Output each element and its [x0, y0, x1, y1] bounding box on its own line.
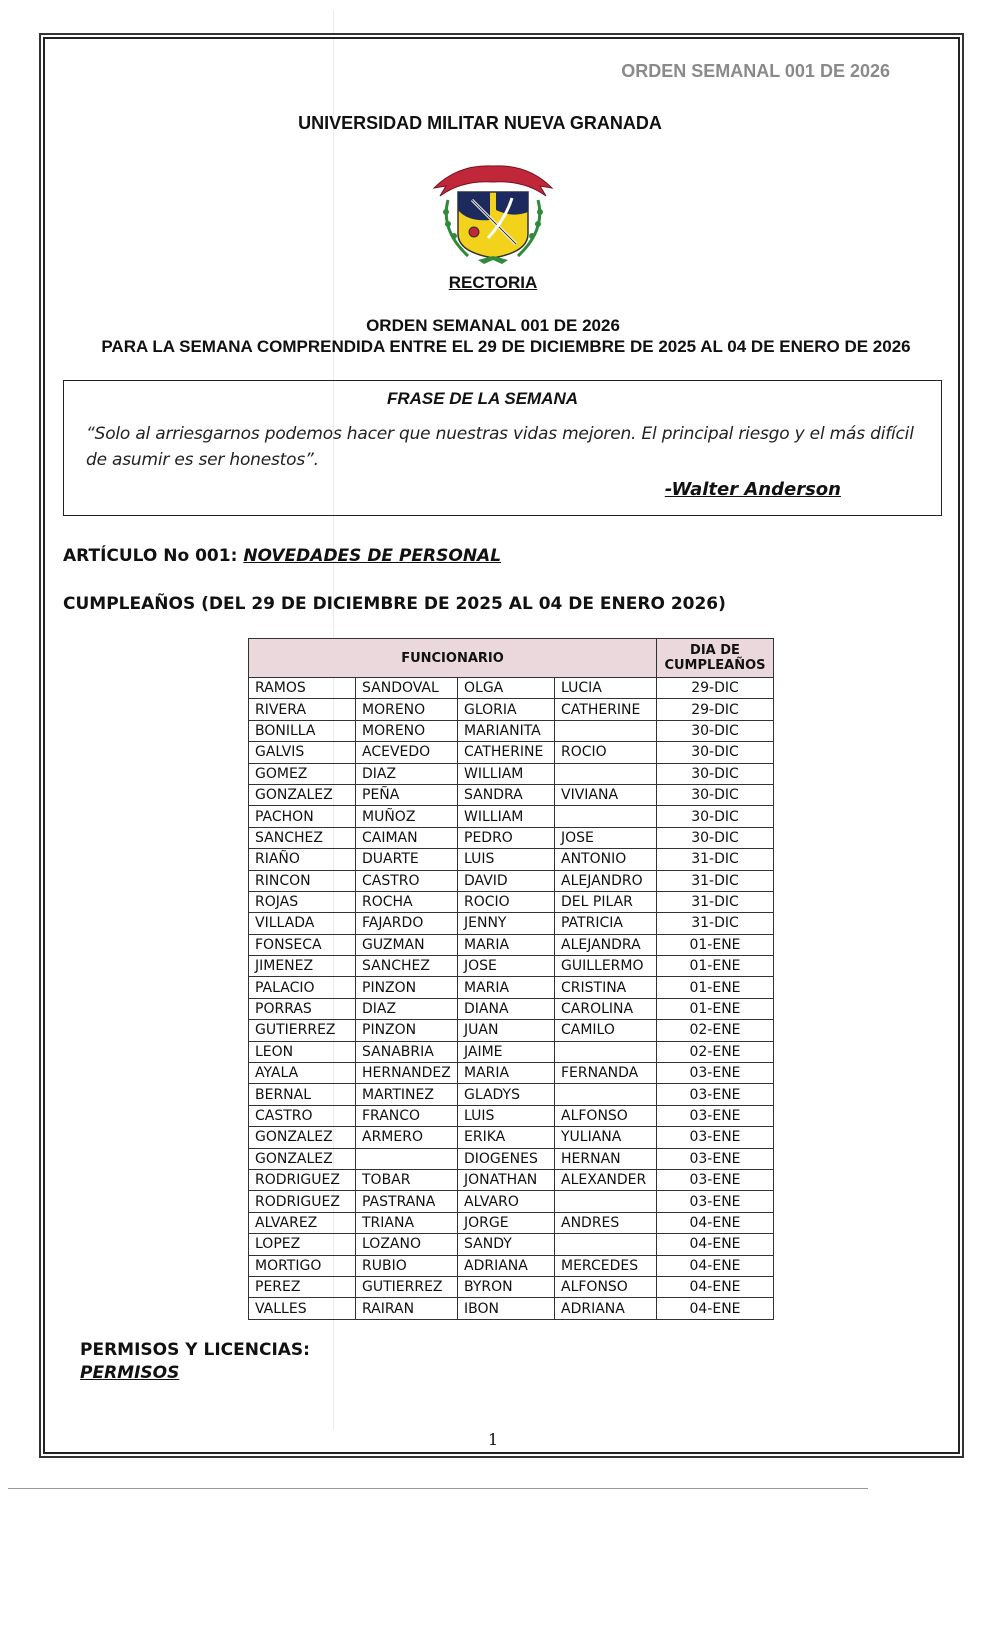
university-name: UNIVERSIDAD MILITAR NUEVA GRANADA [298, 113, 662, 133]
table-row [249, 1105, 774, 1126]
middle-name-cell [555, 806, 657, 827]
table-row [249, 1084, 774, 1105]
birthday-date-cell: 01-ENE [657, 956, 774, 977]
table-row [249, 977, 774, 998]
surname-1-cell: GALVIS [249, 742, 356, 763]
surname-2-cell: FRANCO [356, 1105, 458, 1126]
table-row [249, 678, 774, 699]
surname-2-cell: PEÑA [356, 784, 458, 805]
middle-name-cell: ANTONIO [555, 849, 657, 870]
birthday-date-cell: 03-ENE [657, 1169, 774, 1190]
article-heading [63, 546, 501, 566]
surname-1-cell: SANCHEZ [249, 827, 356, 848]
middle-name-cell: ADRIANA [555, 1298, 657, 1319]
surname-1-cell: ROJAS [249, 891, 356, 912]
surname-1-cell: AYALA [249, 1063, 356, 1084]
surname-1-cell: GUTIERREZ [249, 1020, 356, 1041]
surname-1-cell: VALLES [249, 1298, 356, 1319]
birthday-date-cell: 01-ENE [657, 934, 774, 955]
surname-2-cell: PINZON [356, 1020, 458, 1041]
middle-name-cell: LUCIA [555, 678, 657, 699]
table-row [249, 763, 774, 784]
table-row [249, 1020, 774, 1041]
middle-name-cell: CRISTINA [555, 977, 657, 998]
first-name-cell: LUIS [458, 849, 555, 870]
middle-name-cell: ALEJANDRO [555, 870, 657, 891]
surname-1-cell: RIVERA [249, 699, 356, 720]
middle-name-cell: CAROLINA [555, 998, 657, 1019]
birthday-date-cell: 04-ENE [657, 1212, 774, 1233]
birthday-date-cell: 30-DIC [657, 763, 774, 784]
table-row [249, 1212, 774, 1233]
first-name-cell: BYRON [458, 1276, 555, 1297]
quote-box [63, 380, 942, 516]
surname-1-cell: RAMOS [249, 678, 356, 699]
table-row [249, 1255, 774, 1276]
first-name-cell: OLGA [458, 678, 555, 699]
surname-1-cell: GONZALEZ [249, 784, 356, 805]
middle-name-cell [555, 1191, 657, 1212]
surname-2-cell: TRIANA [356, 1212, 458, 1233]
middle-name-cell: ROCIO [555, 742, 657, 763]
surname-2-cell: FAJARDO [356, 913, 458, 934]
table-row [249, 1148, 774, 1169]
birthdays-heading: CUMPLEAÑOS (DEL 29 DE DICIEMBRE DE 2025 AL 04 DE ENERO 2026) [63, 594, 726, 614]
first-name-cell: GLADYS [458, 1084, 555, 1105]
surname-2-cell: DUARTE [356, 849, 458, 870]
surname-2-cell: ACEVEDO [356, 742, 458, 763]
table-row [249, 1276, 774, 1297]
surname-1-cell: PACHON [249, 806, 356, 827]
first-name-cell: JENNY [458, 913, 555, 934]
table-row [249, 1041, 774, 1062]
document-title: ORDEN SEMANAL 001 DE 2026 [366, 316, 620, 335]
office-name: RECTORIA [448, 273, 538, 292]
surname-2-cell: MORENO [356, 720, 458, 741]
bottom-divider [8, 1488, 868, 1489]
birthday-date-cell: 03-ENE [657, 1127, 774, 1148]
surname-1-cell: LOPEZ [249, 1234, 356, 1255]
article-label: ARTÍCULO No 001: [63, 546, 238, 566]
surname-1-cell: BERNAL [249, 1084, 356, 1105]
surname-2-cell: GUTIERREZ [356, 1276, 458, 1297]
birthday-date-cell: 03-ENE [657, 1191, 774, 1212]
birthday-date-cell: 04-ENE [657, 1276, 774, 1297]
middle-name-cell [555, 1084, 657, 1105]
middle-name-cell: GUILLERMO [555, 956, 657, 977]
surname-2-cell: ROCHA [356, 891, 458, 912]
table-row [249, 742, 774, 763]
column-header-birthday-line2: CUMPLEAÑOS [664, 658, 766, 673]
document-period: PARA LA SEMANA COMPRENDIDA ENTRE EL 29 DE DICIEMBRE DE 2025 AL 04 DE ENERO DE 2026 [101, 337, 911, 356]
first-name-cell: GLORIA [458, 699, 555, 720]
surname-1-cell: GONZALEZ [249, 1127, 356, 1148]
first-name-cell: WILLIAM [458, 763, 555, 784]
surname-1-cell: CASTRO [249, 1105, 356, 1126]
surname-2-cell: TOBAR [356, 1169, 458, 1190]
surname-1-cell: FONSECA [249, 934, 356, 955]
birthday-date-cell: 29-DIC [657, 699, 774, 720]
table-row [249, 998, 774, 1019]
birthday-date-cell: 31-DIC [657, 913, 774, 934]
middle-name-cell: ALFONSO [555, 1276, 657, 1297]
surname-2-cell: RUBIO [356, 1255, 458, 1276]
table-row [249, 934, 774, 955]
birthday-date-cell: 30-DIC [657, 742, 774, 763]
middle-name-cell: ALFONSO [555, 1105, 657, 1126]
surname-2-cell: ARMERO [356, 1127, 458, 1148]
permisos-subtitle: PERMISOS [80, 1363, 180, 1383]
surname-1-cell: RIAÑO [249, 849, 356, 870]
permisos-title: PERMISOS Y LICENCIAS: [80, 1340, 310, 1360]
table-row [249, 720, 774, 741]
surname-2-cell: DIAZ [356, 998, 458, 1019]
birthday-date-cell: 04-ENE [657, 1255, 774, 1276]
middle-name-cell: JOSE [555, 827, 657, 848]
table-row [249, 699, 774, 720]
birthday-date-cell: 30-DIC [657, 784, 774, 805]
table-row [249, 1234, 774, 1255]
middle-name-cell: ALEXANDER [555, 1169, 657, 1190]
birthday-date-cell: 03-ENE [657, 1148, 774, 1169]
first-name-cell: SANDY [458, 1234, 555, 1255]
surname-1-cell: RODRIGUEZ [249, 1191, 356, 1212]
surname-1-cell: GONZALEZ [249, 1148, 356, 1169]
first-name-cell: JORGE [458, 1212, 555, 1233]
surname-2-cell: PINZON [356, 977, 458, 998]
first-name-cell: JOSE [458, 956, 555, 977]
middle-name-cell: YULIANA [555, 1127, 657, 1148]
middle-name-cell: DEL PILAR [555, 891, 657, 912]
middle-name-cell: ALEJANDRA [555, 934, 657, 955]
surname-1-cell: JIMENEZ [249, 956, 356, 977]
surname-2-cell: SANCHEZ [356, 956, 458, 977]
middle-name-cell: FERNANDA [555, 1063, 657, 1084]
surname-2-cell: MUÑOZ [356, 806, 458, 827]
surname-2-cell: LOZANO [356, 1234, 458, 1255]
middle-name-cell: CATHERINE [555, 699, 657, 720]
table-row [249, 913, 774, 934]
quote-heading: FRASE DE LA SEMANA [386, 389, 579, 408]
table-row [249, 849, 774, 870]
first-name-cell: SANDRA [458, 784, 555, 805]
table-row [249, 1127, 774, 1148]
surname-1-cell: PALACIO [249, 977, 356, 998]
column-header-official: FUNCIONARIO [249, 639, 657, 678]
middle-name-cell [555, 1234, 657, 1255]
table-row [249, 1063, 774, 1084]
first-name-cell: MARIA [458, 1063, 555, 1084]
surname-1-cell: MORTIGO [249, 1255, 356, 1276]
table-row [249, 1169, 774, 1190]
first-name-cell: JAIME [458, 1041, 555, 1062]
middle-name-cell: ANDRES [555, 1212, 657, 1233]
first-name-cell: PEDRO [458, 827, 555, 848]
birthday-date-cell: 03-ENE [657, 1084, 774, 1105]
first-name-cell: CATHERINE [458, 742, 555, 763]
birthday-date-cell: 04-ENE [657, 1234, 774, 1255]
surname-1-cell: RINCON [249, 870, 356, 891]
table-row [249, 1298, 774, 1319]
first-name-cell: ERIKA [458, 1127, 555, 1148]
surname-1-cell: ALVAREZ [249, 1212, 356, 1233]
birthdays-table [248, 638, 774, 1320]
surname-2-cell [356, 1148, 458, 1169]
order-code: ORDEN SEMANAL 001 DE 2026 [621, 61, 890, 81]
middle-name-cell [555, 1041, 657, 1062]
middle-name-cell [555, 720, 657, 741]
birthday-date-cell: 30-DIC [657, 806, 774, 827]
surname-2-cell: CAIMAN [356, 827, 458, 848]
first-name-cell: DIANA [458, 998, 555, 1019]
birthday-date-cell: 01-ENE [657, 977, 774, 998]
birthday-date-cell: 03-ENE [657, 1105, 774, 1126]
birthday-date-cell: 30-DIC [657, 720, 774, 741]
middle-name-cell: HERNAN [555, 1148, 657, 1169]
first-name-cell: ROCIO [458, 891, 555, 912]
middle-name-cell: MERCEDES [555, 1255, 657, 1276]
first-name-cell: DAVID [458, 870, 555, 891]
surname-1-cell: VILLADA [249, 913, 356, 934]
surname-2-cell: SANABRIA [356, 1041, 458, 1062]
surname-2-cell: RAIRAN [356, 1298, 458, 1319]
birthday-date-cell: 31-DIC [657, 891, 774, 912]
surname-2-cell: DIAZ [356, 763, 458, 784]
first-name-cell: MARIA [458, 934, 555, 955]
surname-1-cell: GOMEZ [249, 763, 356, 784]
middle-name-cell: PATRICIA [555, 913, 657, 934]
first-name-cell: IBON [458, 1298, 555, 1319]
middle-name-cell: CAMILO [555, 1020, 657, 1041]
birthday-date-cell: 02-ENE [657, 1041, 774, 1062]
first-name-cell: ALVARO [458, 1191, 555, 1212]
birthday-date-cell: 03-ENE [657, 1063, 774, 1084]
first-name-cell: JUAN [458, 1020, 555, 1041]
middle-name-cell [555, 763, 657, 784]
birthdays-table-body [249, 678, 774, 1320]
table-row [249, 956, 774, 977]
surname-1-cell: RODRIGUEZ [249, 1169, 356, 1190]
birthday-date-cell: 01-ENE [657, 998, 774, 1019]
surname-1-cell: PORRAS [249, 998, 356, 1019]
table-row [249, 784, 774, 805]
article-subject: NOVEDADES DE PERSONAL [243, 546, 502, 566]
first-name-cell: LUIS [458, 1105, 555, 1126]
surname-1-cell: PEREZ [249, 1276, 356, 1297]
birthday-date-cell: 30-DIC [657, 827, 774, 848]
quote-text: “Solo al arriesgarnos podemos hacer que nuestras vidas mejoren. El principal riesgo y el más difícil de asumir es ser honestos”. [86, 424, 914, 470]
university-crest [428, 160, 558, 270]
birthday-date-cell: 02-ENE [657, 1020, 774, 1041]
surname-2-cell: GUZMAN [356, 934, 458, 955]
column-header-birthday-line1: DIA DE [690, 643, 740, 658]
surname-2-cell: PASTRANA [356, 1191, 458, 1212]
surname-2-cell: MARTINEZ [356, 1084, 458, 1105]
surname-1-cell: BONILLA [249, 720, 356, 741]
surname-2-cell: HERNANDEZ [356, 1063, 458, 1084]
first-name-cell: JONATHAN [458, 1169, 555, 1190]
birthday-date-cell: 31-DIC [657, 849, 774, 870]
first-name-cell: WILLIAM [458, 806, 555, 827]
surname-2-cell: SANDOVAL [356, 678, 458, 699]
surname-1-cell: LEON [249, 1041, 356, 1062]
table-row [249, 806, 774, 827]
birthday-date-cell: 04-ENE [657, 1298, 774, 1319]
column-header-birthday [657, 639, 774, 678]
table-header-row [249, 639, 774, 678]
surname-2-cell: CASTRO [356, 870, 458, 891]
first-name-cell: MARIA [458, 977, 555, 998]
table-row [249, 1191, 774, 1212]
quote-author: -Walter Anderson [664, 479, 841, 500]
birthday-date-cell: 29-DIC [657, 678, 774, 699]
middle-name-cell: VIVIANA [555, 784, 657, 805]
surname-2-cell: MORENO [356, 699, 458, 720]
first-name-cell: MARIANITA [458, 720, 555, 741]
first-name-cell: ADRIANA [458, 1255, 555, 1276]
birthday-date-cell: 31-DIC [657, 870, 774, 891]
first-name-cell: DIOGENES [458, 1148, 555, 1169]
table-row [249, 827, 774, 848]
table-row [249, 891, 774, 912]
table-row [249, 870, 774, 891]
page-number: 1 [488, 1430, 499, 1449]
